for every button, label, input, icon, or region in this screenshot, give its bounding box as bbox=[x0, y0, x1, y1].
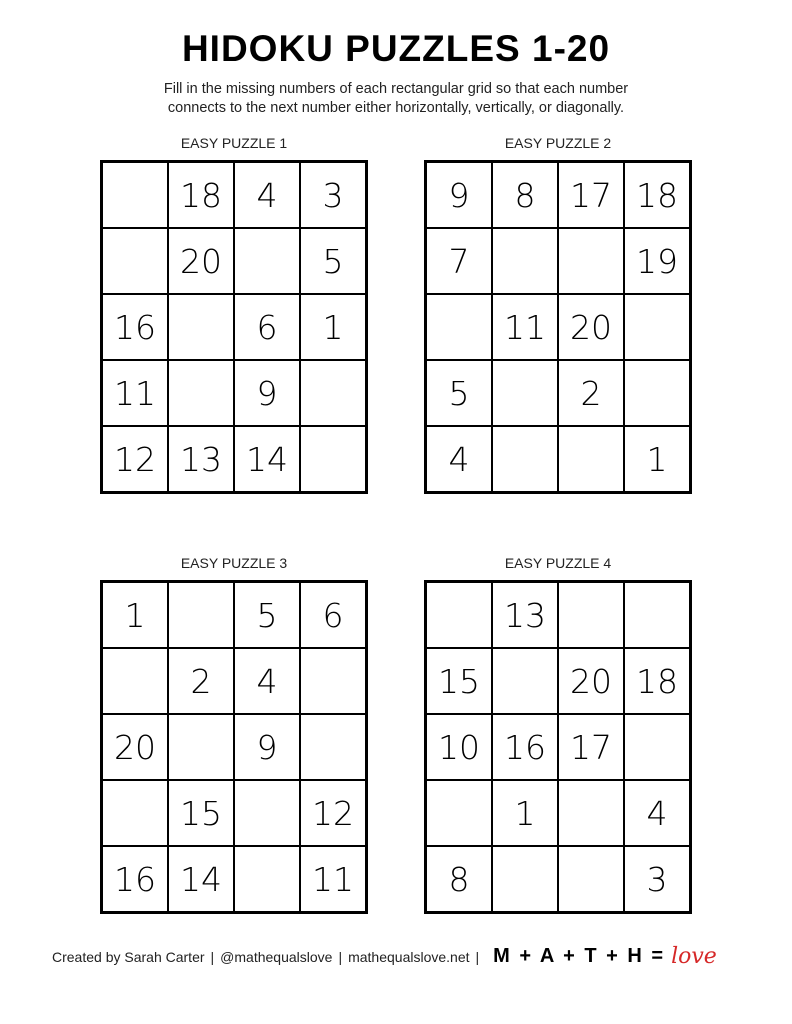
given-number-cell: 5 bbox=[426, 360, 492, 426]
given-number-cell: 4 bbox=[624, 780, 690, 846]
puzzle-label: EASY PUZZLE 4 bbox=[504, 555, 612, 571]
empty-cell[interactable] bbox=[300, 426, 366, 492]
given-number-cell: 5 bbox=[300, 228, 366, 294]
instructions bbox=[0, 80, 792, 118]
empty-cell[interactable] bbox=[234, 846, 300, 912]
given-number-cell: 11 bbox=[102, 360, 168, 426]
given-number-cell: 19 bbox=[624, 228, 690, 294]
footer-handle: @mathequalslove bbox=[220, 948, 333, 965]
given-number-cell: 9 bbox=[426, 162, 492, 228]
empty-cell[interactable] bbox=[492, 426, 558, 492]
given-number-cell: 6 bbox=[300, 582, 366, 648]
given-number-cell: 10 bbox=[426, 714, 492, 780]
given-number-cell: 5 bbox=[234, 582, 300, 648]
given-number-cell: 14 bbox=[234, 426, 300, 492]
given-number-cell: 9 bbox=[234, 714, 300, 780]
footer bbox=[52, 944, 717, 969]
given-number-cell: 4 bbox=[234, 162, 300, 228]
given-number-cell: 13 bbox=[492, 582, 558, 648]
given-number-cell: 17 bbox=[558, 714, 624, 780]
given-number-cell: 8 bbox=[426, 846, 492, 912]
empty-cell[interactable] bbox=[300, 360, 366, 426]
puzzle-label: EASY PUZZLE 2 bbox=[504, 135, 612, 151]
given-number-cell: 20 bbox=[102, 714, 168, 780]
given-number-cell: 1 bbox=[492, 780, 558, 846]
empty-cell[interactable] bbox=[300, 714, 366, 780]
puzzle-grid bbox=[100, 580, 368, 914]
given-number-cell: 12 bbox=[300, 780, 366, 846]
empty-cell[interactable] bbox=[426, 780, 492, 846]
given-number-cell: 4 bbox=[426, 426, 492, 492]
empty-cell[interactable] bbox=[624, 294, 690, 360]
empty-cell[interactable] bbox=[102, 162, 168, 228]
puzzle-grid bbox=[424, 580, 692, 914]
puzzle-grid bbox=[100, 160, 368, 494]
given-number-cell: 16 bbox=[102, 846, 168, 912]
footer-math-logo: M + A + T + H = bbox=[493, 945, 666, 967]
empty-cell[interactable] bbox=[558, 780, 624, 846]
empty-cell[interactable] bbox=[492, 846, 558, 912]
footer-separator: | bbox=[338, 948, 343, 965]
given-number-cell: 15 bbox=[168, 780, 234, 846]
page-title: HIDOKU PUZZLES 1-20 bbox=[181, 28, 611, 69]
given-number-cell: 20 bbox=[168, 228, 234, 294]
empty-cell[interactable] bbox=[624, 582, 690, 648]
given-number-cell: 1 bbox=[624, 426, 690, 492]
empty-cell[interactable] bbox=[168, 714, 234, 780]
given-number-cell: 2 bbox=[558, 360, 624, 426]
empty-cell[interactable] bbox=[234, 228, 300, 294]
instructions-line-1: Fill in the missing numbers of each rectangular grid so that each number bbox=[163, 81, 629, 97]
empty-cell[interactable] bbox=[168, 294, 234, 360]
footer-separator: | bbox=[210, 948, 215, 965]
empty-cell[interactable] bbox=[168, 582, 234, 648]
given-number-cell: 1 bbox=[300, 294, 366, 360]
given-number-cell: 15 bbox=[426, 648, 492, 714]
empty-cell[interactable] bbox=[102, 780, 168, 846]
puzzle-label: EASY PUZZLE 1 bbox=[180, 135, 288, 151]
footer-separator: | bbox=[475, 948, 480, 965]
empty-cell[interactable] bbox=[558, 426, 624, 492]
given-number-cell: 4 bbox=[234, 648, 300, 714]
given-number-cell: 11 bbox=[300, 846, 366, 912]
empty-cell[interactable] bbox=[102, 228, 168, 294]
puzzle-label: EASY PUZZLE 3 bbox=[180, 555, 288, 571]
given-number-cell: 2 bbox=[168, 648, 234, 714]
empty-cell[interactable] bbox=[624, 714, 690, 780]
given-number-cell: 14 bbox=[168, 846, 234, 912]
given-number-cell: 6 bbox=[234, 294, 300, 360]
empty-cell[interactable] bbox=[558, 846, 624, 912]
given-number-cell: 8 bbox=[492, 162, 558, 228]
given-number-cell: 18 bbox=[624, 648, 690, 714]
empty-cell[interactable] bbox=[300, 648, 366, 714]
empty-cell[interactable] bbox=[492, 360, 558, 426]
given-number-cell: 3 bbox=[624, 846, 690, 912]
given-number-cell: 9 bbox=[234, 360, 300, 426]
empty-cell[interactable] bbox=[426, 294, 492, 360]
given-number-cell: 13 bbox=[168, 426, 234, 492]
footer-site: mathequalslove.net bbox=[348, 948, 470, 965]
empty-cell[interactable] bbox=[426, 582, 492, 648]
given-number-cell: 12 bbox=[102, 426, 168, 492]
given-number-cell: 16 bbox=[492, 714, 558, 780]
empty-cell[interactable] bbox=[168, 360, 234, 426]
empty-cell[interactable] bbox=[492, 228, 558, 294]
given-number-cell: 17 bbox=[558, 162, 624, 228]
given-number-cell: 16 bbox=[102, 294, 168, 360]
given-number-cell: 1 bbox=[102, 582, 168, 648]
instructions-line-2: connects to the next number either horizontally, vertically, or diagonally. bbox=[167, 100, 625, 116]
puzzle-grid bbox=[424, 160, 692, 494]
empty-cell[interactable] bbox=[558, 228, 624, 294]
given-number-cell: 18 bbox=[168, 162, 234, 228]
empty-cell[interactable] bbox=[558, 582, 624, 648]
empty-cell[interactable] bbox=[102, 648, 168, 714]
empty-cell[interactable] bbox=[234, 780, 300, 846]
given-number-cell: 20 bbox=[558, 648, 624, 714]
footer-credit: Created by Sarah Carter bbox=[52, 948, 205, 965]
empty-cell[interactable] bbox=[624, 360, 690, 426]
given-number-cell: 18 bbox=[624, 162, 690, 228]
given-number-cell: 11 bbox=[492, 294, 558, 360]
given-number-cell: 3 bbox=[300, 162, 366, 228]
empty-cell[interactable] bbox=[492, 648, 558, 714]
given-number-cell: 7 bbox=[426, 228, 492, 294]
given-number-cell: 20 bbox=[558, 294, 624, 360]
footer-love-logo: love bbox=[671, 944, 717, 969]
